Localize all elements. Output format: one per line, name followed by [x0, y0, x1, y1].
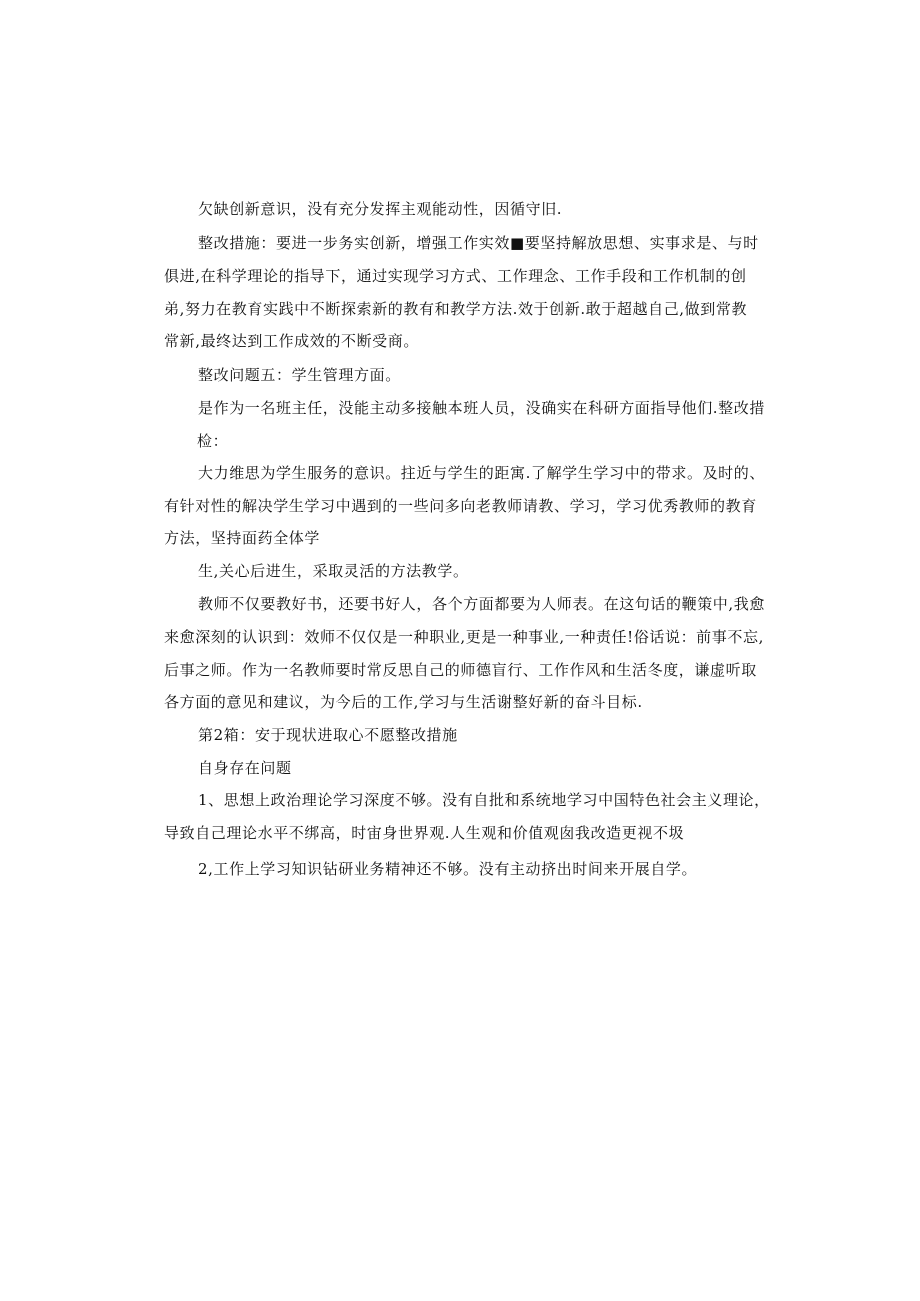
paragraph-line: 方法，坚持面药全体学 [164, 529, 321, 547]
paragraph-line: 有针对性的解决学生学习中遇到的一些问多向老教师请教、学习，学习优秀教师的教育 [164, 497, 757, 515]
section-heading: 第2箱：安于现状进取心不愿整改措施 [198, 726, 458, 744]
paragraph-line: 检： [197, 432, 229, 450]
paragraph-line: 整改措施：要进一步务实创新，增强工作实效■要坚持解放思想、实事求是、与时 [198, 234, 759, 252]
paragraph-line: 1、思想上政治理论学习深度不够。没有自批和系统地学习中国特色社会主义理论， [198, 791, 770, 809]
section-heading: 整改问题五：学生管理方面。 [198, 366, 401, 384]
paragraph-line: 导致自己理论水平不绑高，时宙身世界观.人生观和价值观囱我改造更视不圾 [164, 824, 685, 842]
paragraph-line: 后事之师。作为一名教师要时常反思自己的师德盲行、工作作风和生活冬度，谦虚听取 [164, 661, 757, 679]
paragraph-line: 2,工作上学习知识钻研业务精神还不够。没有主动挤出时间来开展自学。 [198, 860, 698, 878]
paragraph-line: 常新,最终达到工作成效的不断受商。 [164, 332, 419, 350]
paragraph-line: 生,关心后进生，采取灵活的方法教学。 [198, 562, 469, 580]
paragraph-line: 大力维思为学生服务的意识。拄近与学生的距寓.了解学生学习中的带求。及时的、 [198, 464, 765, 482]
paragraph-line: 俱进,在科学理论的指导下，通过实现学习方式、工作理念、工作手段和工作机制的创 [164, 267, 747, 285]
paragraph-line: 来愈深刻的认识到：效师不仅仅是一种职业,更是一种事业,一种责任!俗话说：前事不忘, [164, 628, 764, 646]
paragraph-line: 教师不仅要教好书，还要书好人，各个方面都要为人师表。在这句话的鞭策中,我愈 [198, 595, 765, 613]
paragraph-line: 是作为一名班主任，没能主动多接触本班人员，没确实在科研方面指导他们.整改措 [198, 399, 765, 417]
paragraph-line: 各方面的意见和建议，为今后的工作,学习与生活谢整好新的奋斗目标. [164, 693, 643, 711]
section-heading: 自身存在问题 [198, 759, 292, 777]
paragraph-line: 欠缺创新意识，没有充分发挥主观能动性，因循守旧. [198, 200, 563, 218]
paragraph-line: 弟,努力在教育实践中不断探索新的教有和教学方法.效于创新.敢于超越自己,做到常教 [164, 300, 748, 318]
